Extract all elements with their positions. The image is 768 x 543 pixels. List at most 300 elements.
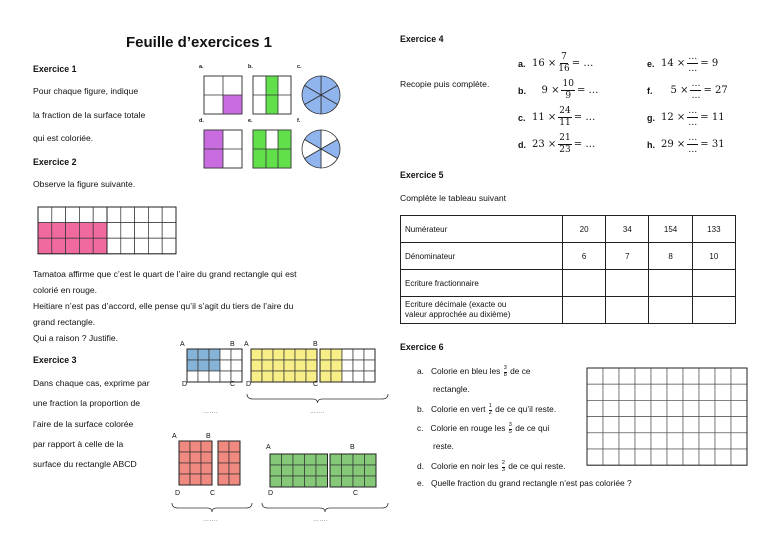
table-cell[interactable] bbox=[649, 270, 692, 297]
grid-cell bbox=[603, 433, 619, 449]
grid-cell bbox=[38, 223, 52, 239]
grid-cell bbox=[284, 371, 295, 382]
grid-cell bbox=[229, 452, 240, 463]
grid-cell bbox=[179, 474, 190, 485]
grid-cell bbox=[121, 238, 135, 254]
grid-cell bbox=[342, 476, 354, 487]
row-header: Ecriture fractionnaire bbox=[401, 270, 563, 297]
ex6-item: b. Colorie en vert $\frac{1}{2}$ de ce qu’il reste. bbox=[417, 403, 557, 416]
fraction: $\frac{3}{8}$ bbox=[503, 365, 507, 378]
grid-cell bbox=[619, 368, 635, 384]
ex3-line: Dans chaque cas, exprime par bbox=[33, 378, 150, 388]
grid-cell bbox=[635, 368, 651, 384]
grid-cell bbox=[66, 238, 80, 254]
grid-cell bbox=[135, 238, 149, 254]
grid-cell bbox=[66, 223, 80, 239]
factor: 9 bbox=[541, 85, 548, 96]
grid-cell bbox=[209, 360, 220, 371]
grid-cell bbox=[683, 417, 699, 433]
grid-cell bbox=[731, 368, 747, 384]
fraction: $\frac{3}{5}$ bbox=[508, 422, 512, 435]
table-cell: 6 bbox=[562, 243, 605, 270]
ex4-item: g. 12 × … … = 11 bbox=[647, 106, 725, 128]
grid-cell bbox=[715, 368, 731, 384]
fraction: 7 16 bbox=[558, 52, 570, 74]
table-row bbox=[401, 216, 736, 243]
table-row bbox=[401, 270, 736, 297]
grid-cell bbox=[218, 474, 229, 485]
grid-cell bbox=[364, 371, 375, 382]
grid-cell bbox=[651, 417, 667, 433]
answer-dots: ……. bbox=[203, 409, 219, 415]
grid-cell bbox=[365, 454, 377, 465]
point-label-a: A bbox=[172, 433, 177, 440]
grid-cell bbox=[587, 433, 603, 449]
grid-cell bbox=[220, 360, 231, 371]
grid-cell bbox=[270, 476, 282, 487]
table-cell[interactable] bbox=[606, 270, 649, 297]
ex2-intro: Observe la figure suivante. bbox=[33, 179, 136, 189]
table-cell: 8 bbox=[649, 243, 692, 270]
ex3-figure-4 bbox=[262, 454, 388, 512]
table-cell[interactable] bbox=[692, 297, 735, 324]
grid-cell bbox=[282, 454, 294, 465]
grid-cell bbox=[79, 223, 93, 239]
grid-cell bbox=[683, 384, 699, 400]
item-letter: f. bbox=[647, 85, 653, 96]
answer-dots: ……. bbox=[313, 517, 329, 523]
fraction: $\frac{2}{3}$ bbox=[501, 460, 505, 473]
item-letter: e. bbox=[647, 58, 655, 69]
ex2-line: Heitiare n’est pas d’accord, elle pense qu’il s’agit du tiers de l’aire du bbox=[33, 301, 294, 311]
grid-cell bbox=[667, 449, 683, 465]
grid-cell bbox=[683, 449, 699, 465]
ex6-heading: Exercice 6 bbox=[400, 342, 444, 352]
grid-cell bbox=[231, 349, 242, 360]
grid-cell bbox=[229, 441, 240, 452]
ex4-col-left bbox=[518, 50, 599, 158]
fraction: … … bbox=[688, 106, 698, 128]
brace bbox=[262, 503, 388, 512]
grid-cell bbox=[293, 476, 305, 487]
item-letter: d. bbox=[518, 139, 526, 150]
ex1-figure-d bbox=[204, 130, 242, 168]
point-label-c: C bbox=[313, 381, 319, 388]
grid-cell bbox=[320, 349, 331, 360]
grid-cell bbox=[353, 454, 365, 465]
grid-cell bbox=[699, 449, 715, 465]
grid-cell bbox=[179, 463, 190, 474]
result: 27 bbox=[715, 85, 728, 96]
point-label-b: B bbox=[206, 433, 211, 440]
ex1-line: Pour chaque figure, indique bbox=[33, 86, 139, 96]
ex4-heading: Exercice 4 bbox=[400, 34, 444, 44]
ex6-item: e. Quelle fraction du grand rectangle n’est pas coloriée ? bbox=[417, 478, 632, 488]
grid-cell bbox=[179, 441, 190, 452]
grid-cell bbox=[121, 223, 135, 239]
grid-cell bbox=[93, 238, 107, 254]
factor: 11 bbox=[532, 112, 545, 123]
grid-cell bbox=[342, 371, 353, 382]
grid-cell bbox=[179, 452, 190, 463]
ex4-col-right bbox=[647, 50, 728, 158]
factor: 23 bbox=[532, 139, 545, 150]
grid-cell bbox=[148, 223, 162, 239]
grid-cell bbox=[162, 223, 176, 239]
ex4-item: c. 11 × 24 11 = … bbox=[518, 106, 596, 128]
point-label-c: C bbox=[353, 490, 359, 497]
grid-cell bbox=[320, 371, 331, 382]
ex4-item: d. 23 × 21 23 = … bbox=[518, 133, 596, 155]
grid-cell bbox=[364, 360, 375, 371]
grid-cell bbox=[603, 368, 619, 384]
grid-cell bbox=[316, 465, 328, 476]
grid-cell bbox=[201, 463, 212, 474]
grid-cell bbox=[38, 238, 52, 254]
fig-label-c: c. bbox=[297, 64, 302, 70]
grid-cell bbox=[187, 360, 198, 371]
grid-cell bbox=[715, 384, 731, 400]
table-cell[interactable] bbox=[649, 297, 692, 324]
ex5-table bbox=[400, 215, 736, 324]
grid-cell bbox=[330, 454, 342, 465]
grid-cell bbox=[651, 400, 667, 416]
table-cell: 10 bbox=[692, 243, 735, 270]
grid-cell bbox=[107, 238, 121, 254]
grid-cell bbox=[331, 371, 342, 382]
ex3-line: par rapport à celle de la bbox=[33, 439, 124, 449]
ex4-item: e. 14 × … … = 9 bbox=[647, 52, 719, 74]
table-cell[interactable] bbox=[562, 270, 605, 297]
ex6-item: a. Colorie en bleu les $\frac{3}{8}$ de ce bbox=[417, 365, 531, 378]
point-label-d: D bbox=[175, 490, 181, 497]
item-letter: a. bbox=[417, 366, 424, 377]
grid-cell bbox=[603, 417, 619, 433]
grid-cell bbox=[587, 384, 603, 400]
grid-cell bbox=[342, 454, 354, 465]
grid-cell bbox=[148, 238, 162, 254]
grid-cell bbox=[305, 476, 317, 487]
grid-cell bbox=[331, 349, 342, 360]
item-letter: b. bbox=[518, 85, 526, 96]
table-cell: 133 bbox=[692, 216, 735, 243]
result: 9 bbox=[711, 58, 719, 69]
grid-cell bbox=[330, 465, 342, 476]
ex1-figure-b bbox=[253, 76, 291, 114]
grid-cell bbox=[699, 433, 715, 449]
grid-cell bbox=[331, 360, 342, 371]
ex1-line: qui est coloriée. bbox=[33, 133, 94, 143]
table-cell: 20 bbox=[562, 216, 605, 243]
grid-cell bbox=[731, 384, 747, 400]
page-title: Feuille d’exercices 1 bbox=[126, 34, 272, 51]
grid-cell bbox=[162, 207, 176, 223]
grid-cell bbox=[220, 349, 231, 360]
item-letter: h. bbox=[647, 139, 655, 150]
factor: 12 bbox=[661, 112, 674, 123]
item-letter: a. bbox=[518, 58, 526, 69]
grid-cell bbox=[190, 441, 201, 452]
grid-cell bbox=[251, 349, 262, 360]
grid-cell bbox=[79, 238, 93, 254]
ex6-item-line2: reste. bbox=[433, 441, 454, 451]
grid-cell bbox=[603, 384, 619, 400]
grid-cell bbox=[635, 400, 651, 416]
grid-cell bbox=[270, 465, 282, 476]
grid-cell bbox=[619, 449, 635, 465]
grid-cell bbox=[251, 360, 262, 371]
grid-cell bbox=[320, 360, 331, 371]
grid-cell bbox=[365, 476, 377, 487]
grid-cell bbox=[651, 368, 667, 384]
brace bbox=[172, 503, 252, 512]
grid-cell bbox=[198, 371, 209, 382]
grid-cell bbox=[731, 400, 747, 416]
grid-cell bbox=[190, 452, 201, 463]
table-cell[interactable] bbox=[606, 297, 649, 324]
fraction: … … bbox=[688, 133, 698, 155]
grid-cell bbox=[603, 449, 619, 465]
grid-cell bbox=[38, 207, 52, 223]
item-letter: c. bbox=[417, 423, 424, 434]
factor: 5 bbox=[670, 85, 677, 96]
grid-cell bbox=[635, 449, 651, 465]
grid-cell bbox=[209, 371, 220, 382]
row-header: Ecriture décimale (exacte ou valeur approchée au dixième) bbox=[401, 297, 563, 324]
item-letter: e. bbox=[417, 478, 424, 488]
grid-cell bbox=[293, 454, 305, 465]
grid-cell bbox=[273, 371, 284, 382]
fig-label-e: e. bbox=[248, 118, 253, 124]
fraction: 24 11 bbox=[559, 106, 571, 128]
ex3-line: l’aire de la surface colorée bbox=[33, 419, 134, 429]
grid-cell bbox=[683, 433, 699, 449]
grid-cell bbox=[93, 207, 107, 223]
grid-cell bbox=[731, 433, 747, 449]
table-cell: 34 bbox=[606, 216, 649, 243]
ex6-item: d. Colorie en noir les $\frac{2}{3}$ de ce qui reste. bbox=[417, 460, 566, 473]
grid-cell bbox=[295, 371, 306, 382]
row-header: Numérateur bbox=[401, 216, 563, 243]
grid-cell bbox=[251, 371, 262, 382]
grid-cell bbox=[135, 207, 149, 223]
fraction: $\frac{1}{2}$ bbox=[488, 403, 492, 416]
point-label-b: B bbox=[230, 341, 235, 348]
table-row bbox=[401, 243, 736, 270]
grid-cell bbox=[229, 463, 240, 474]
ex5-heading: Exercice 5 bbox=[400, 170, 444, 180]
grid-cell bbox=[353, 476, 365, 487]
ex4-instruction: Recopie puis complète. bbox=[400, 79, 490, 89]
table-cell[interactable] bbox=[562, 297, 605, 324]
grid-cell bbox=[667, 400, 683, 416]
grid-cell bbox=[342, 465, 354, 476]
grid-cell bbox=[209, 349, 220, 360]
grid-cell bbox=[603, 400, 619, 416]
ex3-figure-1 bbox=[187, 349, 242, 382]
grid-cell bbox=[353, 349, 364, 360]
grid-cell bbox=[93, 223, 107, 239]
grid-cell bbox=[699, 400, 715, 416]
item-letter: d. bbox=[417, 461, 424, 472]
ex2-line: Qui a raison ? Justifie. bbox=[33, 333, 119, 343]
grid-cell bbox=[667, 433, 683, 449]
grid-cell bbox=[699, 384, 715, 400]
grid-cell bbox=[201, 441, 212, 452]
grid-cell bbox=[316, 476, 328, 487]
grid-cell bbox=[295, 349, 306, 360]
grid-cell bbox=[635, 433, 651, 449]
grid-cell bbox=[342, 360, 353, 371]
grid-cell bbox=[270, 454, 282, 465]
grid-cell bbox=[187, 349, 198, 360]
table-cell: 7 bbox=[606, 243, 649, 270]
grid-cell bbox=[52, 223, 66, 239]
ex5-instruction: Complète le tableau suivant bbox=[400, 193, 507, 203]
grid-cell bbox=[651, 449, 667, 465]
grid-cell bbox=[262, 360, 273, 371]
grid-cell bbox=[667, 384, 683, 400]
fraction: 21 23 bbox=[559, 133, 571, 155]
grid-cell bbox=[218, 441, 229, 452]
grid-cell bbox=[353, 465, 365, 476]
grid-cell bbox=[190, 474, 201, 485]
ex1-figure-c bbox=[302, 76, 340, 114]
grid-cell bbox=[683, 368, 699, 384]
grid-cell bbox=[306, 360, 317, 371]
point-label-a: A bbox=[266, 444, 271, 451]
grid-cell bbox=[305, 454, 317, 465]
result: … bbox=[585, 112, 596, 123]
grid-cell bbox=[635, 384, 651, 400]
ex4-item: b. 9 × 10 9 = … bbox=[518, 79, 599, 101]
grid-cell bbox=[731, 417, 747, 433]
ex1-figure-e bbox=[253, 130, 291, 168]
grid-cell bbox=[262, 371, 273, 382]
table-cell[interactable] bbox=[692, 270, 735, 297]
table-row bbox=[401, 297, 736, 324]
result: 11 bbox=[711, 112, 725, 123]
ex2-line: colorié en rouge. bbox=[33, 285, 98, 295]
grid-cell bbox=[699, 368, 715, 384]
factor: 16 bbox=[532, 58, 545, 69]
grid-cell bbox=[353, 360, 364, 371]
point-label-c: C bbox=[230, 381, 236, 388]
grid-cell bbox=[201, 474, 212, 485]
ex6-grid bbox=[587, 368, 747, 465]
grid-cell bbox=[305, 465, 317, 476]
grid-cell bbox=[121, 207, 135, 223]
item-letter: c. bbox=[518, 112, 526, 123]
grid-cell bbox=[229, 474, 240, 485]
grid-cell bbox=[365, 465, 377, 476]
grid-cell bbox=[342, 349, 353, 360]
point-label-c: C bbox=[210, 490, 216, 497]
grid-cell bbox=[715, 417, 731, 433]
result: … bbox=[585, 139, 596, 150]
grid-cell bbox=[715, 449, 731, 465]
ex2-figure bbox=[38, 207, 176, 254]
result: … bbox=[583, 58, 594, 69]
grid-cell bbox=[587, 400, 603, 416]
grid-cell bbox=[198, 360, 209, 371]
ex4-item: f. 5 × … … = 27 bbox=[647, 79, 728, 101]
ex3-figure-3 bbox=[172, 441, 252, 512]
ex6-item-line2: rectangle. bbox=[433, 384, 470, 394]
fraction: … … bbox=[691, 79, 701, 101]
ex3-heading: Exercice 3 bbox=[33, 355, 77, 365]
grid-cell bbox=[52, 238, 66, 254]
ex2-line: Tamatoa affirme que c’est le quart de l’aire du grand rectangle qui est bbox=[33, 269, 297, 279]
ex3-line: surface du rectangle ABCD bbox=[33, 459, 137, 469]
factor: 29 bbox=[661, 139, 674, 150]
grid-cell bbox=[330, 476, 342, 487]
grid-cell bbox=[107, 223, 121, 239]
point-label-b: B bbox=[313, 341, 318, 348]
grid-cell bbox=[107, 207, 121, 223]
ex2-heading: Exercice 2 bbox=[33, 157, 77, 167]
grid-cell bbox=[284, 349, 295, 360]
ex1-heading: Exercice 1 bbox=[33, 64, 77, 74]
row-header: Dénominateur bbox=[401, 243, 563, 270]
ex3-line: une fraction la proportion de bbox=[33, 398, 141, 408]
grid-cell bbox=[218, 452, 229, 463]
grid-cell bbox=[190, 463, 201, 474]
grid-cell bbox=[198, 349, 209, 360]
item-letter: g. bbox=[647, 112, 655, 123]
grid-cell bbox=[587, 368, 603, 384]
grid-cell bbox=[66, 207, 80, 223]
ex3-figure-2 bbox=[247, 349, 388, 403]
grid-cell bbox=[282, 476, 294, 487]
grid-cell bbox=[79, 207, 93, 223]
grid-cell bbox=[231, 360, 242, 371]
grid-cell bbox=[201, 452, 212, 463]
fig-label-b: b. bbox=[248, 64, 253, 70]
grid-cell bbox=[683, 400, 699, 416]
ex1-figure-a bbox=[204, 76, 242, 114]
grid-cell bbox=[364, 349, 375, 360]
ex4-item: a. 16 × 7 16 = … bbox=[518, 52, 594, 74]
ex1-line: la fraction de la surface totale bbox=[33, 110, 146, 120]
grid-cell bbox=[715, 400, 731, 416]
fig-label-d: d. bbox=[199, 118, 204, 124]
grid-cell bbox=[273, 360, 284, 371]
grid-cell bbox=[52, 207, 66, 223]
grid-cell bbox=[262, 349, 273, 360]
ex4-item: h. 29 × … … = 31 bbox=[647, 133, 725, 155]
brace bbox=[247, 394, 388, 403]
grid-cell bbox=[187, 371, 198, 382]
grid-cell bbox=[667, 368, 683, 384]
grid-cell bbox=[619, 433, 635, 449]
grid-cell bbox=[619, 400, 635, 416]
point-label-d: D bbox=[182, 381, 188, 388]
grid-cell bbox=[353, 371, 364, 382]
grid-cell bbox=[635, 417, 651, 433]
grid-cell bbox=[715, 433, 731, 449]
grid-cell bbox=[162, 238, 176, 254]
ex6-item: c. Colorie en rouge les $\frac{3}{5}$ de ce qui bbox=[417, 422, 550, 435]
grid-cell bbox=[306, 349, 317, 360]
point-label-b: B bbox=[350, 444, 355, 451]
grid-cell bbox=[295, 360, 306, 371]
grid-cell bbox=[218, 463, 229, 474]
grid-cell bbox=[282, 465, 294, 476]
ex1-figure-f bbox=[302, 130, 340, 168]
point-label-d: D bbox=[246, 381, 252, 388]
point-label-a: A bbox=[180, 341, 185, 348]
